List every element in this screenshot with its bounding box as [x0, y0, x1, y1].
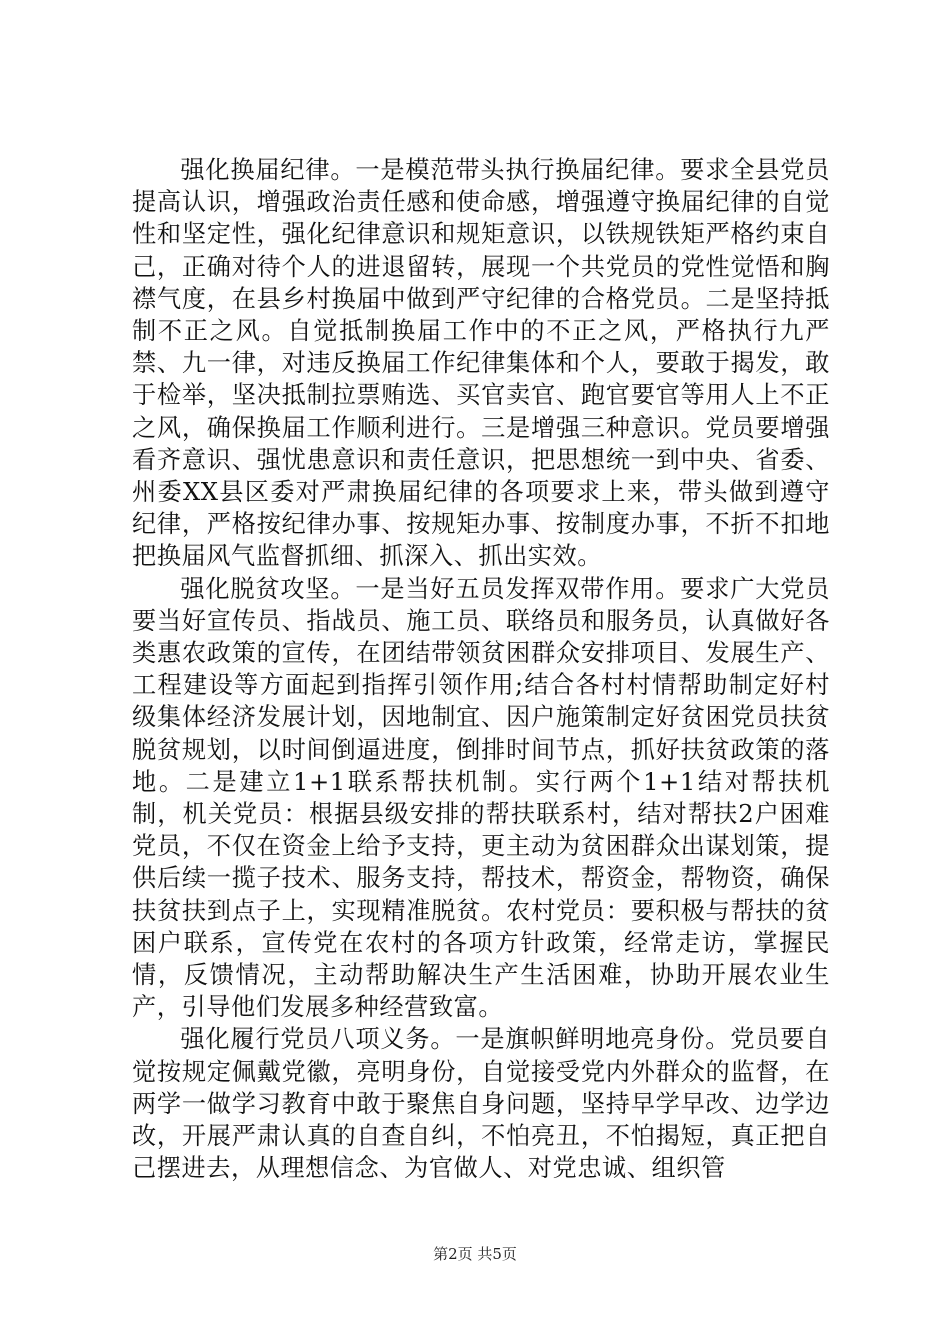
paragraph-discipline: 强化换届纪律。一是模范带头执行换届纪律。要求全县党员提高认识，增强政治责任感和使命感，增强遵守换届纪律的自觉性和坚定性，强化纪律意识和规矩意识，以铁规铁矩严格约束自己，正确对待个人的进退留转，展现一个共党员的党性觉悟和胸襟气度，在县乡村换届中做到严守纪律的合格党员。二是坚持抵制不正之风。自觉抵制换届工作中的不正之风，严格执行九严禁、九一律，对违反换届工作纪律集体和个人，要敢于揭发，敢于检举，坚决抵制拉票贿选、买官卖官、跑官要官等用人上不正之风，确保换届工作顺利进行。三是增强三种意识。党员要增强看齐意识、强忧患意识和责任意识，把思想统一到中央、省委、州委XX县区委对严肃换届纪律的各项要求上来，带头做到遵守纪律，严格按纪律办事、按规矩办事、按制度办事，不折不扣地把换届风气监督抓细、抓深入、抓出实效。 — [132, 156, 830, 571]
page-footer — [0, 1244, 950, 1264]
page-number: 第2页 共5页 — [433, 1245, 517, 1263]
document-body — [132, 154, 830, 1185]
paragraph-member-obligations: 强化履行党员八项义务。一是旗帜鲜明地亮身份。党员要自觉按规定佩戴党徽，亮明身份，自觉接受党内外群众的监督，在两学一做学习教育中敢于聚焦自身问题，坚持早学早改、边学边改，开展严肃认真的自查自纠，不怕亮丑，不怕揭短，真正把自己摆进去，从理想信念、为官做人、对党忠诚、组织管 — [132, 1025, 830, 1183]
paragraph-poverty-alleviation: 强化脱贫攻坚。一是当好五员发挥双带作用。要求广大党员要当好宣传员、指战员、施工员、联络员和服务员，认真做好各类惠农政策的宣传，在团结带领贫困群众安排项目、发展生产、工程建设等方面起到指挥引领作用;结合各村村情帮助制定好村级集体经济发展计划，因地制宜、因户施策制定好贫困党员扶贫脱贫规划，以时间倒逼进度，倒排时间节点，抓好扶贫政策的落地。二是建立1+1联系帮扶机制。实行两个1+1结对帮扶机制，机关党员：根据县级安排的帮扶联系村，结对帮扶2户困难党员，不仅在资金上给予支持，更主动为贫困群众出谋划策，提供后续一揽子技术、服务支持，帮技术，帮资金，帮物资，确保扶贫扶到点子上，实现精准脱贫。农村党员：要积极与帮扶的贫困户联系，宣传党在农村的各项方针政策，经常走访，掌握民情，反馈情况，主动帮助解决生产生活困难，协助开展农业生产，引导他们发展多种经营致富。 — [132, 574, 830, 1022]
